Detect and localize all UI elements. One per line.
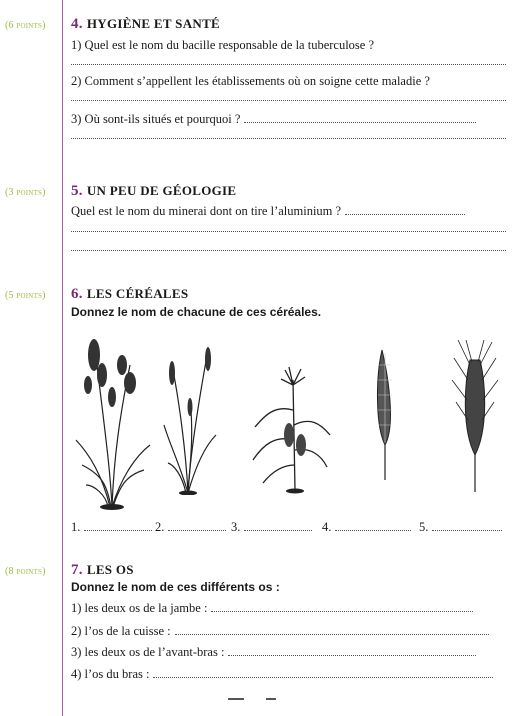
question [71, 112, 506, 127]
answer-dots[interactable] [153, 676, 493, 678]
answer-line[interactable] [71, 231, 506, 232]
answer-dots[interactable] [84, 529, 152, 531]
answer-dots[interactable] [228, 654, 476, 656]
section-heading: LES OS [86, 562, 134, 577]
question [71, 38, 506, 53]
question [71, 624, 506, 639]
question-text: 1) les deux os de la jambe : [71, 601, 208, 615]
question [71, 204, 506, 219]
answer-dots[interactable] [211, 610, 473, 612]
answer-number: 3. [231, 520, 241, 534]
answer-1 [71, 520, 152, 535]
section-number: 5. [71, 183, 83, 199]
section-title [71, 286, 188, 303]
answer-5 [419, 520, 502, 535]
answer-line[interactable] [71, 138, 506, 139]
points-label: (3 points) [5, 187, 46, 198]
question [71, 667, 506, 682]
question [71, 601, 506, 616]
answer-2 [155, 520, 226, 535]
instruction: Donnez le nom de chacune de ces céréales. [71, 305, 322, 319]
maize-plant-icon [245, 365, 335, 495]
answer-number: 2. [155, 520, 165, 534]
answer-line[interactable] [71, 64, 506, 65]
margin-line [62, 0, 63, 716]
answer-number: 4. [322, 520, 332, 534]
section-heading: HYGIÈNE ET SANTÉ [86, 16, 221, 31]
question-text: 3) Où sont-ils situés et pourquoi ? [71, 112, 241, 126]
answer-dots[interactable] [244, 529, 312, 531]
answer-dots[interactable] [345, 213, 465, 215]
points-label: (8 points) [5, 566, 46, 577]
section-title [71, 16, 220, 33]
section-title [71, 562, 134, 579]
answer-dots[interactable] [335, 529, 411, 531]
answer-line[interactable] [71, 250, 506, 251]
section-title [71, 183, 236, 200]
section-heading: UN PEU DE GÉOLOGIE [86, 183, 237, 198]
answer-number: 5. [419, 520, 429, 534]
question [71, 645, 506, 660]
answer-4 [322, 520, 411, 535]
answer-dots[interactable] [244, 121, 476, 123]
answer-number: 1. [71, 520, 81, 534]
grass-plant-1-icon [72, 335, 152, 510]
question [71, 74, 506, 89]
section-heading: LES CÉRÉALES [86, 286, 189, 301]
section-number: 4. [71, 16, 83, 32]
question-text: 3) les deux os de l’avant-bras : [71, 645, 225, 659]
answer-line[interactable] [71, 100, 506, 101]
points-label: (5 points) [5, 290, 46, 301]
section-number: 7. [71, 562, 83, 578]
footer-mark [266, 698, 276, 700]
grass-plant-2-icon [160, 345, 220, 495]
wheat-ear-icon [370, 345, 400, 485]
barley-ear-icon [450, 340, 500, 495]
section-number: 6. [71, 286, 83, 302]
answer-3 [231, 520, 312, 535]
points-label: (6 points) [5, 20, 46, 31]
question-text: 4) l’os du bras : [71, 667, 150, 681]
answer-dots[interactable] [175, 633, 489, 635]
footer-mark [228, 698, 244, 700]
answer-dots[interactable] [432, 529, 502, 531]
question-text: 2) l’os de la cuisse : [71, 624, 171, 638]
instruction: Donnez le nom de ces différents os : [71, 580, 280, 594]
question-text: 1) Quel est le nom du bacille responsable de la tuberculose ? [71, 38, 375, 52]
answer-dots[interactable] [168, 529, 226, 531]
question-text: Quel est le nom du minerai dont on tire l’aluminium ? [71, 204, 342, 218]
question-text: 2) Comment s’appellent les établissements où on soigne cette maladie ? [71, 74, 430, 88]
